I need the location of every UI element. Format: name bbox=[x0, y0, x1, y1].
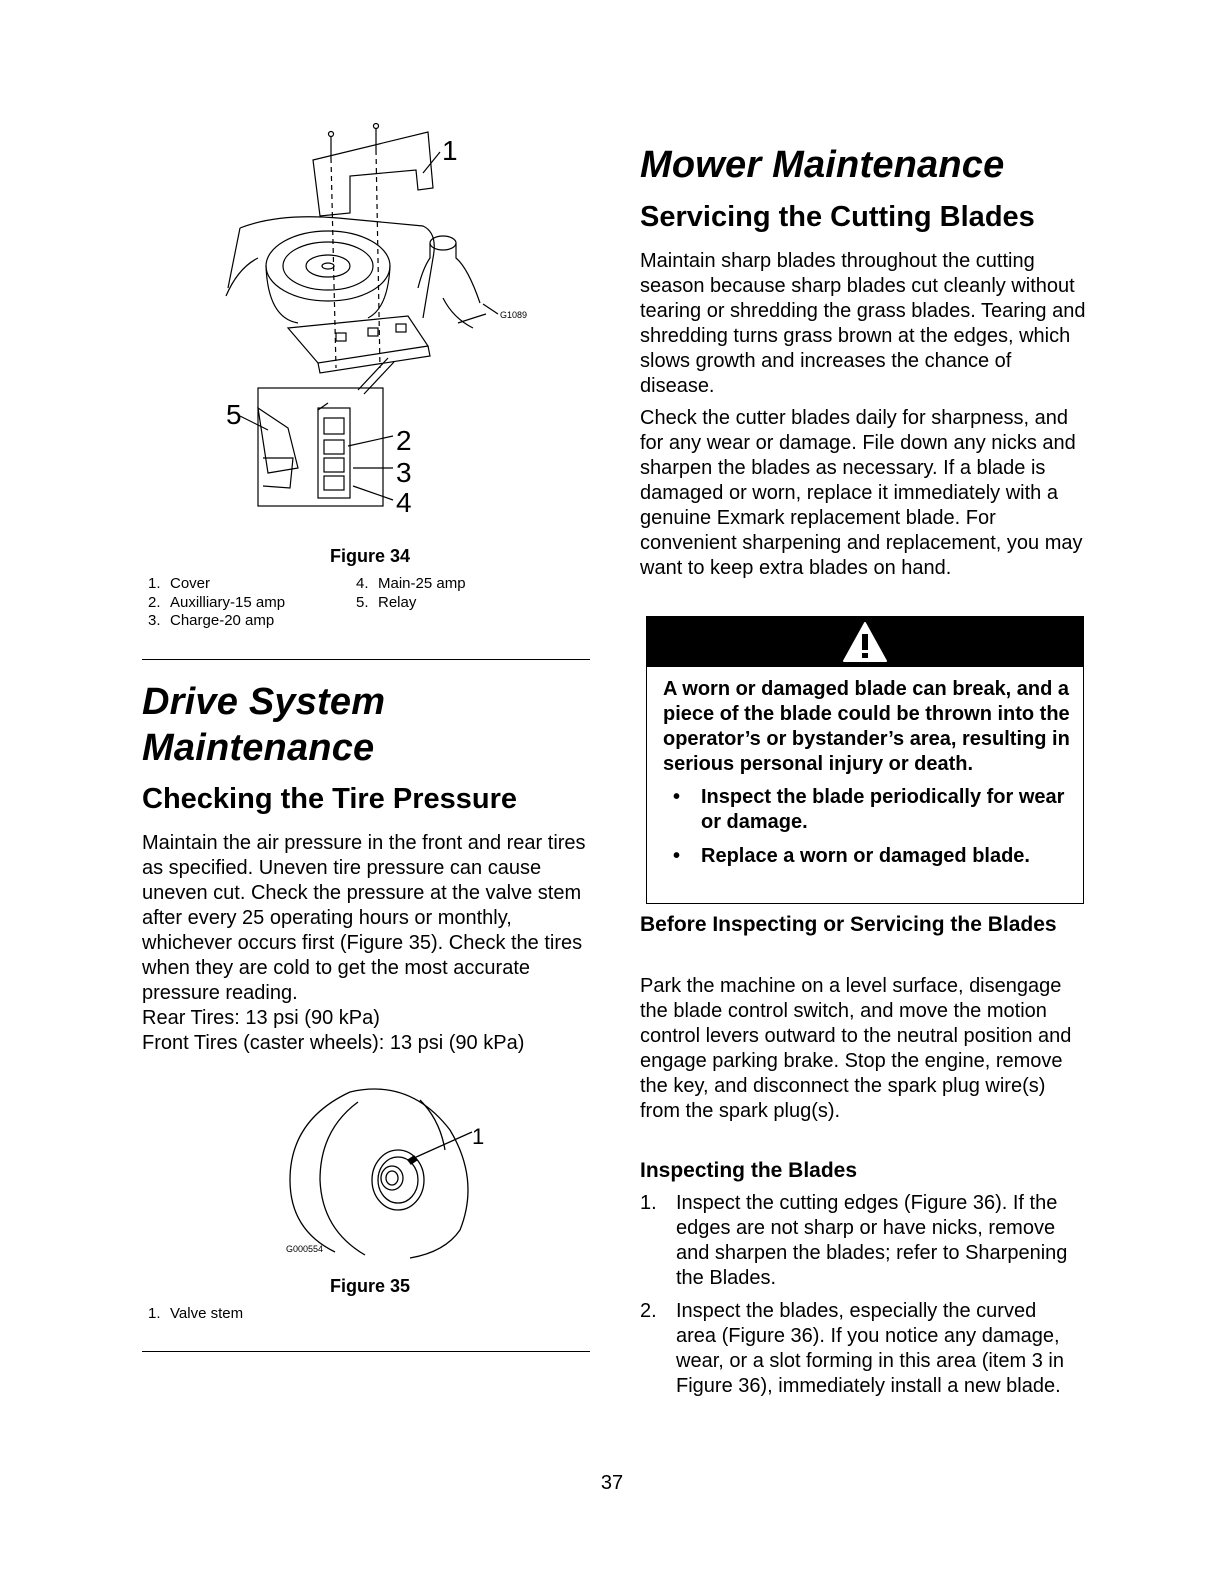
figure-35-illustration bbox=[280, 1080, 500, 1260]
legend-item: 3. Charge-20 amp bbox=[148, 612, 275, 629]
figure-34-legend-left bbox=[148, 575, 285, 631]
figure-code: G000554 bbox=[286, 1244, 324, 1254]
warning-box bbox=[646, 616, 1084, 904]
rear-tires-spec: Rear Tires: 13 psi (90 kPa) bbox=[142, 1007, 380, 1029]
legend-item: 5. Relay bbox=[356, 593, 417, 611]
figure-35-legend bbox=[148, 1305, 243, 1324]
before-inspecting-paragraph: Park the machine on a level surface, disengage the blade control switch, and move the motion control levers outward to the neutral position and engage parking brake. Stop the engine, remove the key, and disconnect the spark plug wire(s) from the spark plug(s). bbox=[640, 975, 1072, 1122]
list-item: • Replace a worn or damaged blade. bbox=[673, 845, 1030, 867]
before-inspecting-heading: Before Inspecting or Servicing the Blades bbox=[640, 913, 1057, 936]
callout-2: 2 bbox=[396, 425, 412, 456]
legend-item: 1. Valve stem bbox=[148, 1305, 244, 1322]
legend-item: 4. Main-25 amp bbox=[356, 575, 466, 592]
warning-text: A worn or damaged blade can break, and a piece of the blade could be thrown into the operator’s or bystander’s area, resulting in serious personal injury or death. bbox=[663, 678, 1070, 775]
page-number: 37 bbox=[600, 1472, 624, 1494]
figure-34-legend-right bbox=[356, 575, 466, 612]
figure-35-caption: Figure 35 bbox=[330, 1276, 411, 1296]
callout-1: 1 bbox=[442, 135, 458, 166]
warning-list bbox=[647, 785, 1083, 869]
tire-pressure-heading: Checking the Tire Pressure bbox=[142, 783, 518, 815]
drive-system-title: Drive System Maintenance bbox=[142, 681, 386, 769]
list-item: 2. Inspect the blades, especially the curved area (Figure 36). If you notice any damage, wear, or a slot forming in this area (item 3 in Figure 36), immediately install a new blade. bbox=[640, 1300, 1064, 1397]
figure-34-illustration bbox=[218, 118, 528, 528]
mower-maintenance-title: Mower Maintenance bbox=[640, 144, 1005, 186]
list-item: 1. Inspect the cutting edges (Figure 36). If the edges are not sharp or have nicks, remove and sharpen the blades; refer to Sharpening the Blades. bbox=[640, 1192, 1068, 1289]
legend-item: 2. Auxilliary-15 amp bbox=[148, 593, 286, 611]
divider bbox=[142, 659, 590, 660]
tire-pressure-paragraph: Maintain the air pressure in the front and rear tires as specified. Uneven tire pressure can cause uneven cut. Check the pressure at the valve stem after every 25 operating hours or monthly, whichever occurs first (Figure 35). Check the tires when they are cold to get the most accurate pressure reading. bbox=[142, 832, 586, 1004]
warning-triangle-icon bbox=[842, 621, 888, 663]
legend-item: 1. Cover bbox=[148, 575, 211, 592]
list-item: • Inspect the blade periodically for wear or damage. bbox=[673, 786, 1065, 833]
figure-code: G1089 bbox=[500, 310, 528, 320]
inspecting-blades-heading: Inspecting the Blades bbox=[640, 1159, 858, 1182]
front-tires-spec: Front Tires (caster wheels): 13 psi (90 kPa) bbox=[142, 1032, 525, 1054]
figure-34-caption: Figure 34 bbox=[330, 546, 411, 566]
callout-4: 4 bbox=[396, 487, 412, 518]
inspecting-steps bbox=[640, 1191, 1080, 1407]
warning-header bbox=[647, 617, 1083, 667]
callout-5: 5 bbox=[226, 399, 242, 430]
callout-3: 3 bbox=[396, 457, 412, 488]
blades-paragraph-1: Maintain sharp blades throughout the cutting season because sharp blades cut cleanly without tearing or shredding the grass blades. Tearing and shredding turns grass brown at the edges, which slows growth and increases the chance of disease. bbox=[640, 250, 1086, 397]
callout-1: 1 bbox=[472, 1124, 485, 1149]
divider bbox=[142, 1351, 590, 1352]
servicing-blades-heading: Servicing the Cutting Blades bbox=[640, 201, 1035, 233]
blades-paragraph-2: Check the cutter blades daily for sharpness, and for any wear or damage. File down any nicks and sharpen the blades as necessary. If a blade is damaged or worn, replace it immediately with a genuine Exmark replacement blade. For convenient sharpening and replacement, you may want to keep extra blades on hand. bbox=[640, 407, 1083, 579]
